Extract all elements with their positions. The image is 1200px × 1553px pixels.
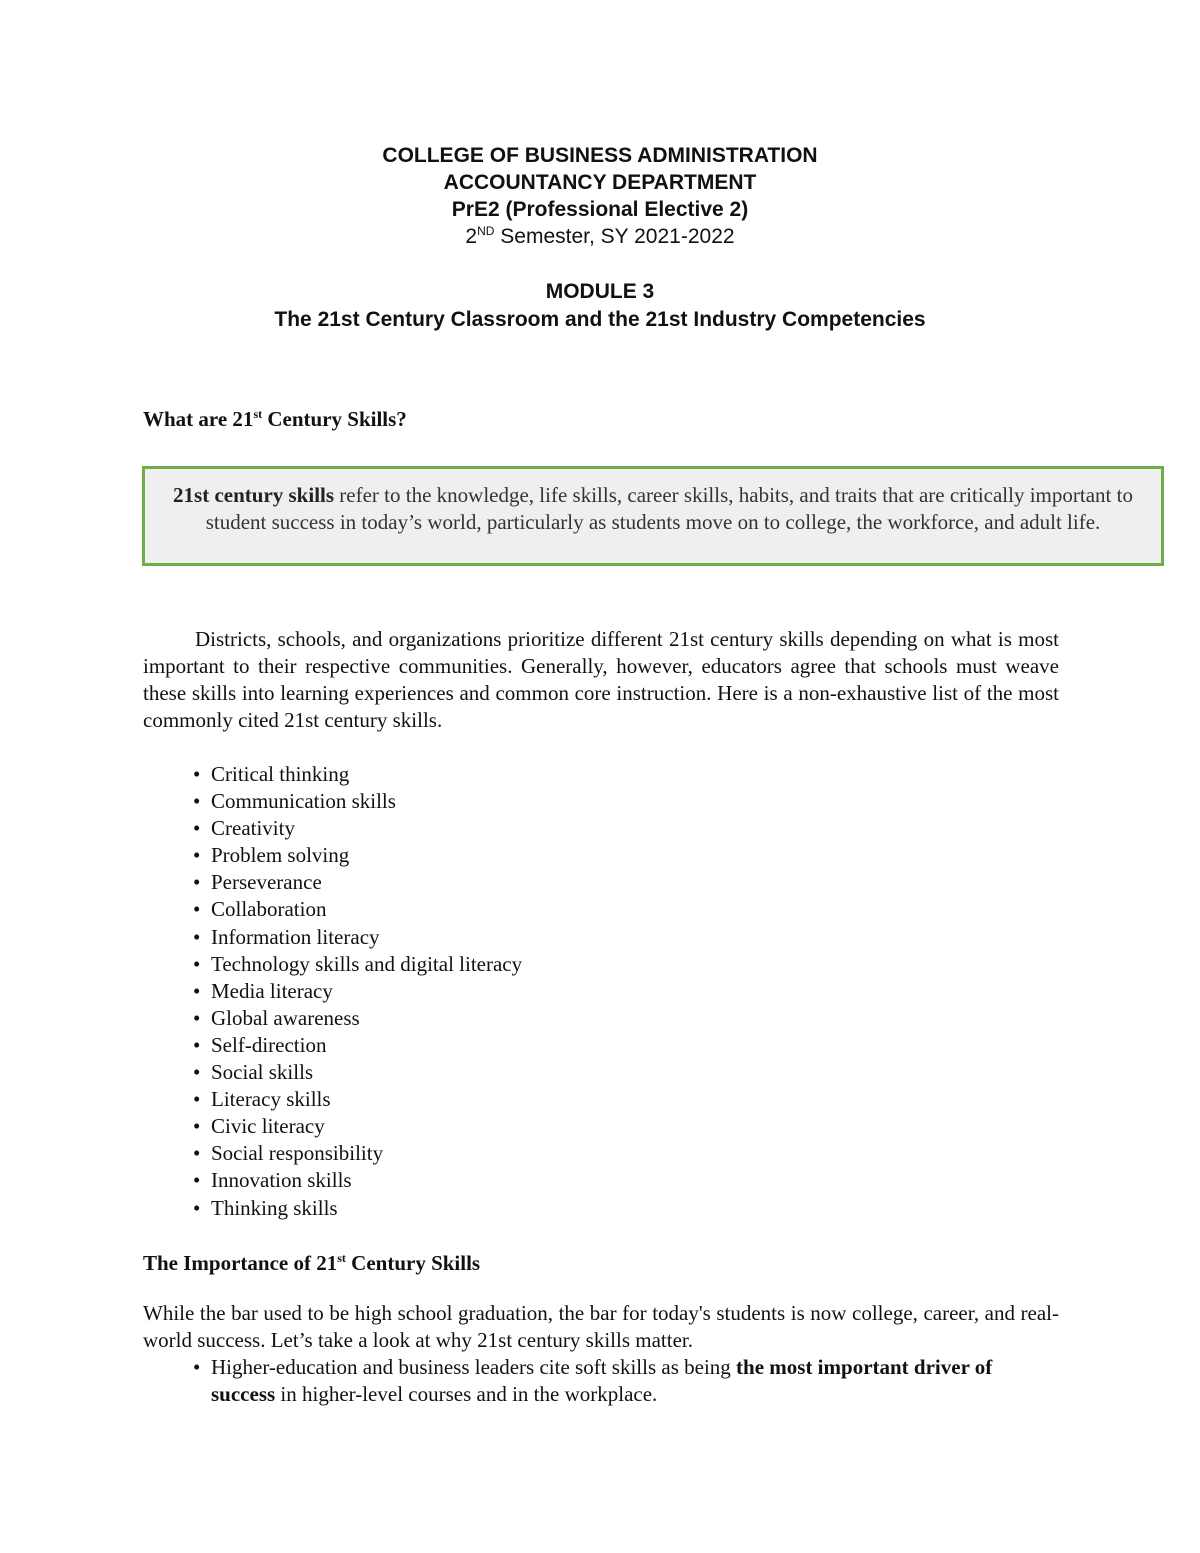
section-heading-what-are <box>143 406 407 433</box>
heading-text: Century Skills? <box>262 407 407 431</box>
skill-item: • Innovation skills <box>193 1167 522 1194</box>
heading-text: What are 21 <box>143 407 254 431</box>
module-title: The 21st Century Classroom and the 21st Industry Competencies <box>274 308 926 331</box>
definition-term: 21st century skills <box>173 483 335 507</box>
importance-list <box>193 1354 1059 1408</box>
skill-item: • Social responsibility <box>193 1140 522 1167</box>
skill-item: • Self-direction <box>193 1032 522 1059</box>
bullet-emphasis: the most important driver of success <box>211 1355 993 1406</box>
module-block <box>0 278 1200 334</box>
course-name: PrE2 (Professional Elective 2) <box>451 198 749 221</box>
skill-item: • Creativity <box>193 815 522 842</box>
heading-text: The Importance of 21 <box>143 1251 338 1275</box>
skill-item: • Global awareness <box>193 1005 522 1032</box>
semester-text: Semester, SY 2021-2022 <box>494 225 735 248</box>
department-name: ACCOUNTANCY DEPARTMENT <box>443 171 757 194</box>
skill-item: • Communication skills <box>193 788 522 815</box>
skill-item: • Thinking skills <box>193 1195 522 1222</box>
list-item <box>193 1354 1059 1408</box>
definition-box <box>142 466 1164 566</box>
college-name: COLLEGE OF BUSINESS ADMINISTRATION <box>382 144 818 167</box>
bullet-text: Higher-education and business leaders cite soft skills as being <box>211 1355 737 1379</box>
module-number: MODULE 3 <box>545 280 655 303</box>
definition-text: refer to the knowledge, life skills, career skills, habits, and traits that are critically important to student success in today’s world, particularly as students move on to college, the workforce, and adult life. <box>205 483 1133 534</box>
skill-item: • Critical thinking <box>193 761 522 788</box>
semester-ordinal: 2 <box>465 225 478 248</box>
intro-paragraph-text: Districts, schools, and organizations prioritize different 21st century skills depending on what is most important to their respective communities. Generally, however, educators agree that schools must weave these skills into learning experiences and common core instruction. Here is a non-exhaustive list of the most commonly cited 21st century skills. <box>143 627 1059 732</box>
intro-paragraph <box>143 626 1059 734</box>
importance-paragraph: While the bar used to be high school graduation, the bar for today's students is now college, career, and real-world success. Let’s take a look at why 21st century skills matter. <box>143 1301 1059 1352</box>
skill-item: • Technology skills and digital literacy <box>193 951 522 978</box>
section-heading-importance <box>143 1250 480 1277</box>
document-header <box>0 142 1200 250</box>
heading-text: Century Skills <box>345 1251 481 1275</box>
skill-item: • Collaboration <box>193 896 522 923</box>
semester-suffix: ND <box>477 224 495 238</box>
skill-item: • Information literacy <box>193 924 522 951</box>
semester-line <box>0 223 1200 250</box>
skill-item: • Perseverance <box>193 869 522 896</box>
skill-item: • Problem solving <box>193 842 522 869</box>
heading-superscript: st <box>337 1251 346 1265</box>
skill-item: • Civic literacy <box>193 1113 522 1140</box>
skills-list <box>193 761 522 1222</box>
heading-superscript: st <box>253 407 263 421</box>
bullet-text: in higher-level courses and in the workplace. <box>275 1382 658 1406</box>
skill-item: • Social skills <box>193 1059 522 1086</box>
skill-item: • Literacy skills <box>193 1086 522 1113</box>
skill-item: • Media literacy <box>193 978 522 1005</box>
